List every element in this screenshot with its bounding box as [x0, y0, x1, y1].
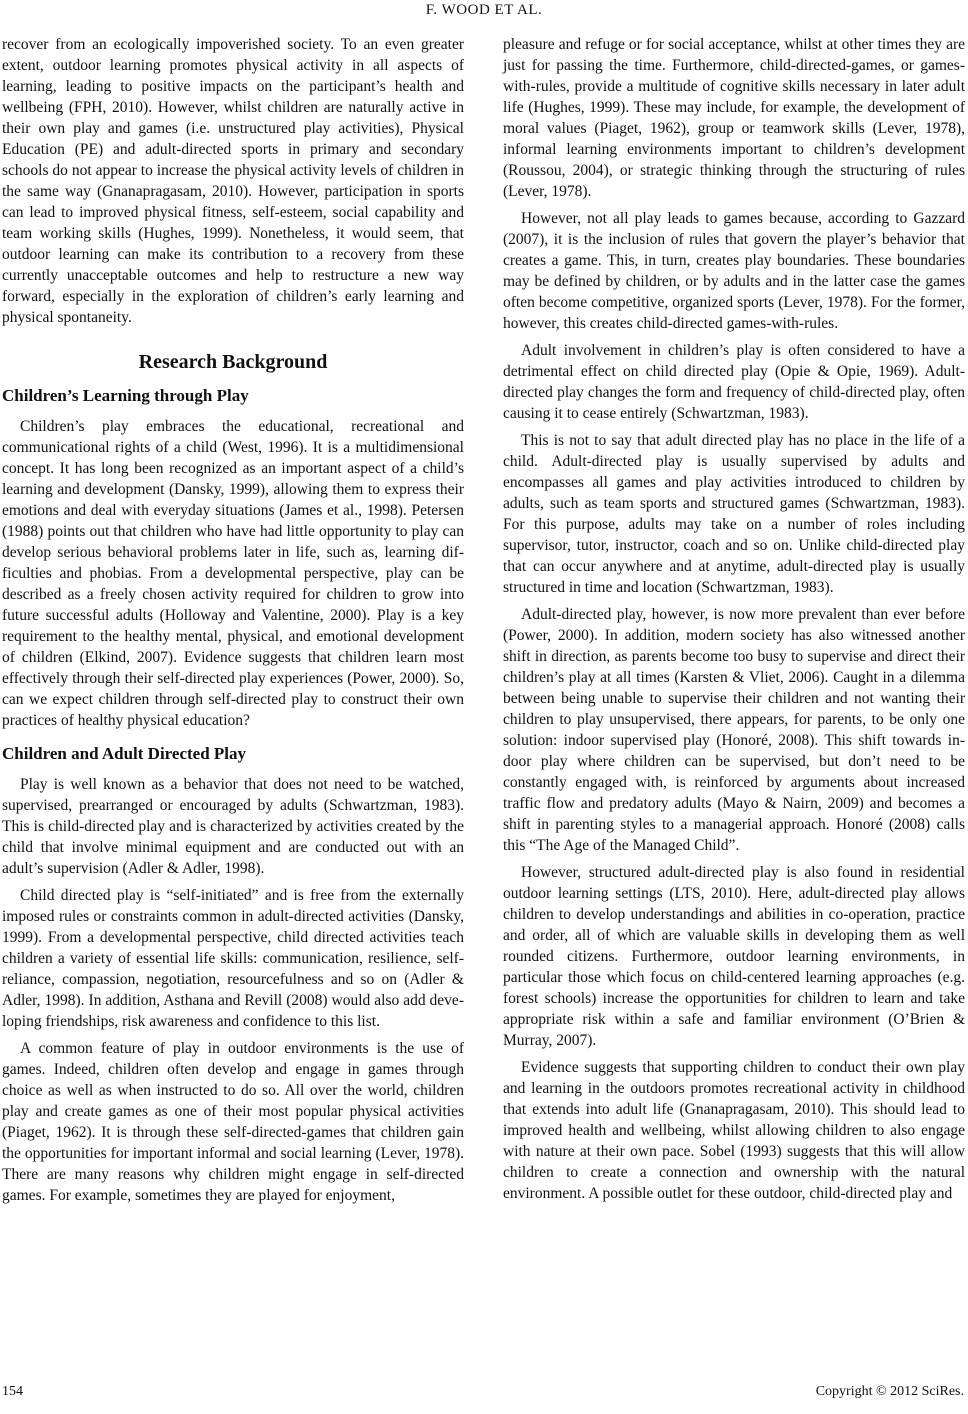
- body-paragraph: However, not all play leads to games because, according to Gazzard (2007), it is the inclusion of rules that govern the player’s behavior that creates a game. This, in turn, creates play boundaries. These boundaries may be defined by children, or by adults and in the latter case the games often become competitive, organized sports (Lever, 1978). For the former, however, this creates child-directed games-with-rules.: [503, 210, 965, 332]
- body-paragraph: This is not to say that adult directed play has no place in the life of a child. Adult-directed play is usually supervised by adults and encompasses all games and play activities introduced to children by adults, such as team sports and structured games (Schwartzman, 1983). For this purpose, adults may take on a number of roles including supervisor, tutor, instructor, coach and so on. Unlike child-directed play that can occur anywhere and at anytime, adult-directed play is usually structured in time and location (Schwartzman, 1983).: [503, 432, 965, 596]
- running-head: F. WOOD ET AL.: [425, 2, 543, 18]
- body-paragraph: Child directed play is “self-initiated” and is free from the externally imposed rules or constraints common in adult-directed activities (Dansky, 1999). From a developmental perspective, child directed activities teach children a variety of essential life skills: communication, resilience, self-reliance, compassion, negotiation, resourcefulness and so on (Adler & Adler, 1998). In addition, Asthana and Revill (2008) would also add developing friendships, risk awareness and confidence to this list.: [2, 887, 464, 1030]
- subsection-title-learning-through-play: Children’s Learning through Play: [2, 386, 249, 405]
- body-paragraph: A common feature of play in outdoor environments is the use of games. Indeed, children often develop and engage in games through choice as well as when instructed to do so. All over the world, children play and create games as one of their most popular physical activities (Piaget, 1962). It is through these self-directed-games that children gain the opportunities for important informal and social learning (Lever, 1978). There are many reasons why children might engage in self-directed games. For example, sometimes they are played for enjoyment,: [2, 1040, 464, 1204]
- body-paragraph: However, structured adult-directed play is also found in residential outdoor learning settings (LTS, 2010). Here, adult-directed play allows children to develop understandings and abilities in co-operation, practice and order, all of which are valuable skills in developing them as well rounded citizens. Furthermore, outdoor learning environments, in particular those which focus on child-centered learning approaches (e.g. forest schools) increase the opportunities for children to learn and take appropriate risk within a safe and familiar environment (O’Brien & Murray, 2007).: [503, 864, 965, 1049]
- body-paragraph: Play is well known as a behavior that does not need to be watched, supervised, prearranged or encouraged by adults (Schwartzman, 1983). This is child-directed play and is characterized by activities created by the child that involve minimal equipment and are conducted out with an adult’s supervision (Adler & Adler, 1998).: [2, 776, 464, 877]
- page-number: 154: [2, 1384, 23, 1399]
- body-paragraph: Evidence suggests that supporting children to conduct their own play and learning in the outdoors promotes recreational activity in childhood that extends into adult life (Gnanapragasam, 2010). This should lead to improved health and wellbeing, whilst allowing children to also engage with nature at their own pace. Sobel (1993) suggests that this will allow children to create a connection and ownership with the natural environment. A possible outlet for these outdoor, child-directed play and: [503, 1059, 965, 1202]
- subsection-title-adult-directed-play: Children and Adult Directed Play: [2, 744, 247, 763]
- body-paragraph: Children’s play embraces the educational, recreational and communicational rights of a child (West, 1996). It is a multidimensional concept. It has long been recognized as an important aspect of a child’s learning and development (Dansky, 1999), allowing them to express their emotions and deal with everyday situations (James et al., 1998). Petersen (1988) points out that children who have had little opportunity to play can develop serious behavioral problems later in life, such as, learning difficulties and phobias. From a developmental perspective, play can be described as a freely chosen activity required for children to grow into future successful adults (Holloway and Valentine, 2000). Play is a key requirement to the healthy mental, physical, and emotional development of children (Elkind, 2007). Evidence suggests that children learn most effectively through their self-directed play experiences (Power, 2000). So, can we expect children through self-directed play to construct their own practices of healthy physical education?: [2, 418, 464, 729]
- section-title: Research Background: [138, 351, 328, 373]
- intro-paragraph: recover from an ecologically impoverished society. To an even greater extent, outdoor learning promotes physical activity in all aspects of learning, leading to positive impacts on the participant’s health and wellbeing (FPH, 2010). However, whilst children are naturally active in their own play and games (i.e. unstructured play activities), Physical Education (PE) and adult-directed sports in primary and secondary schools do not appear to increase the physical activity levels of children in the same way (Gnanapragasam, 2010). However, participation in sports can lead to improved physical fitness, self-esteem, social capability and team working skills (Hughes, 1999). Nonetheless, it would seem, that outdoor learning can make its contribution to a recovery from these currently unacceptable outcomes and help to restructure a new way forward, especially in the exploration of children’s early learning and physical spontaneity.: [2, 36, 464, 326]
- left-column: [2, 34, 464, 1212]
- right-column: [503, 34, 965, 1210]
- body-paragraph: Adult-directed play, however, is now more prevalent than ever before (Power, 2000). In addition, modern society has also witnessed another shift in direction, as parents become too busy to supervise and direct their children’s play at all times (Karsten & Vliet, 2006). Caught in a dilemma between being unable to supervise their children and not wanting their children to play unsupervised, there appears, for parents, to be only one solution: indoor supervised play (Honoré, 2008). This shift towards indoor play where children can be supervised, but don’t need to be constantly engaged with, is reinforced by arguments about increased traffic flow and predatory adults (Mayo & Nairn, 2009) and becomes a shift in parenting styles to a managerial approach. Honoré (2008) calls this “The Age of the Managed Child”.: [503, 606, 965, 854]
- body-paragraph: pleasure and refuge or for social acceptance, whilst at other times they are just for passing the time. Furthermore, child-directed-games, or games-with-rules, provide a multitude of cognitive skills necessary in later adult life (Hughes, 1999). These may include, for example, the development of moral values (Piaget, 1962), group or teamwork skills (Lever, 1978), informal learning environments important to children’s development (Roussou, 2004), or strategic thinking through the structuring of rules (Lever, 1978).: [503, 36, 965, 200]
- copyright-notice: Copyright © 2012 SciRes.: [815, 1384, 964, 1399]
- body-paragraph: Adult involvement in children’s play is often considered to have a detrimental effect on child directed play (Opie & Opie, 1969). Adult-directed play changes the form and frequency of child-directed play, often causing it to cease entirely (Schwartzman, 1983).: [503, 342, 965, 422]
